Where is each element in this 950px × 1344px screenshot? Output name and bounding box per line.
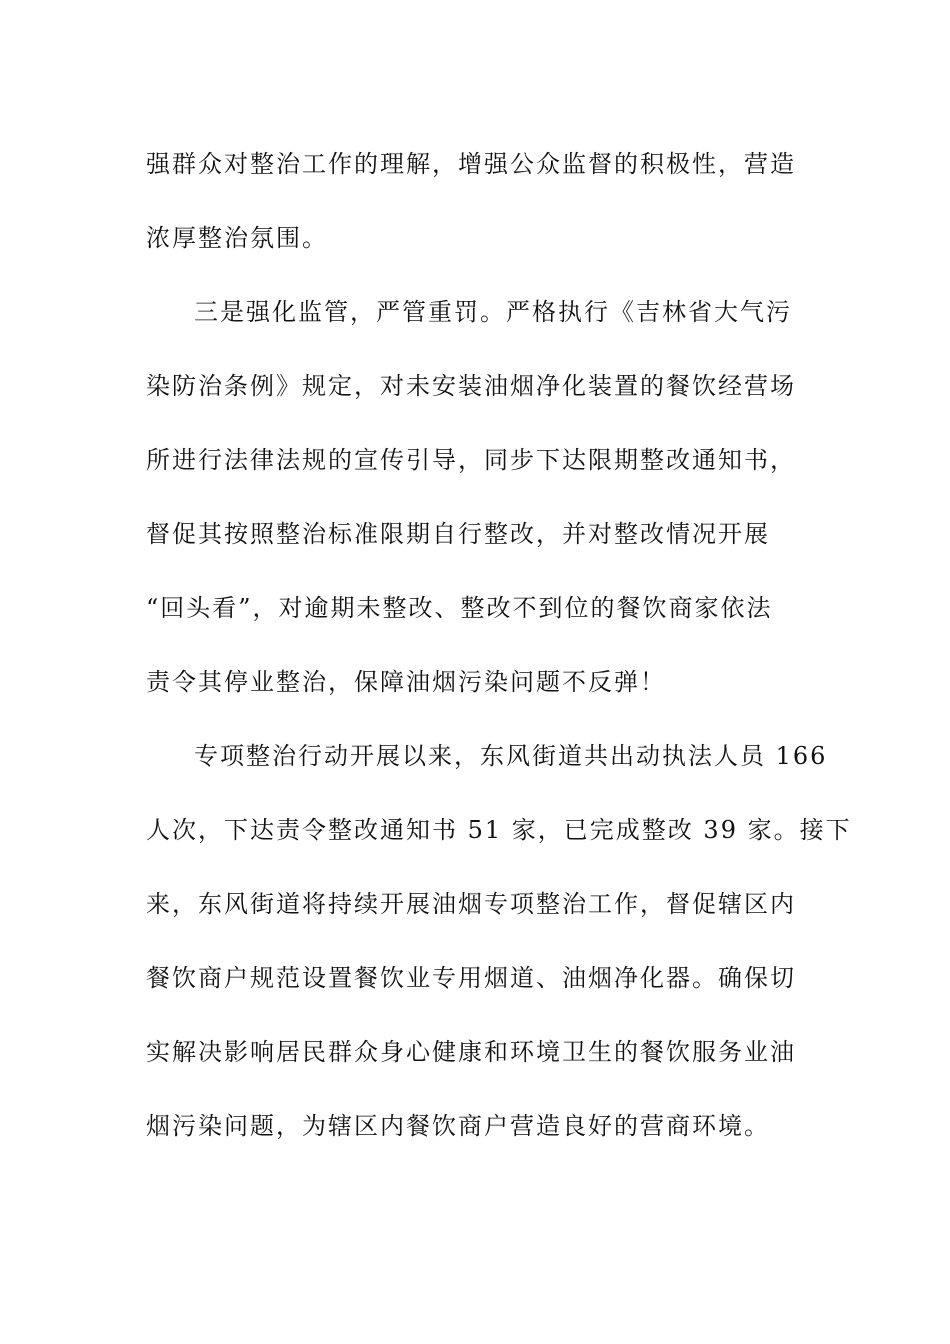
document-body [146,127,852,1163]
paragraph-3 [146,719,852,1163]
text-line: 责令其停业整治，保障油烟污染问题不反弹！ [146,668,666,696]
text-line: “回头看”，对逾期未整改、整改不到位的餐饮商家依法 [146,594,773,622]
text-line: 所进行法律法规的宣传引导，同步下达限期整改通知书， [146,446,796,474]
text-line: 人次，下达责令整改通知书 51 家，已完成整改 39 家。接下 [146,816,852,844]
text-line: 烟污染问题，为辖区内餐饮商户营造良好的营商环境。 [146,1112,770,1140]
text-line: 强群众对整治工作的理解，增强公众监督的积极性，营造 [146,150,796,178]
text-line: 染防治条例》规定，对未安装油烟净化装置的餐饮经营场 [146,372,796,400]
text-line: 督促其按照整治标准限期自行整改，并对整改情况开展 [146,520,770,548]
text-line: 来，东风街道将持续开展油烟专项整治工作，督促辖区内 [146,890,796,918]
paragraph-2 [146,275,806,719]
text-line: 浓厚整治氛围。 [146,224,328,252]
text-line: 专项整治行动开展以来，东风街道共出动执法人员 166 [194,742,828,770]
paragraph-1 [146,127,806,275]
text-line: 餐饮商户规范设置餐饮业专用烟道、油烟净化器。确保切 [146,964,796,992]
text-line: 三是强化监管，严管重罚。严格执行《吉林省大气污 [194,298,792,326]
text-line: 实解决影响居民群众身心健康和环境卫生的餐饮服务业油 [146,1038,796,1066]
